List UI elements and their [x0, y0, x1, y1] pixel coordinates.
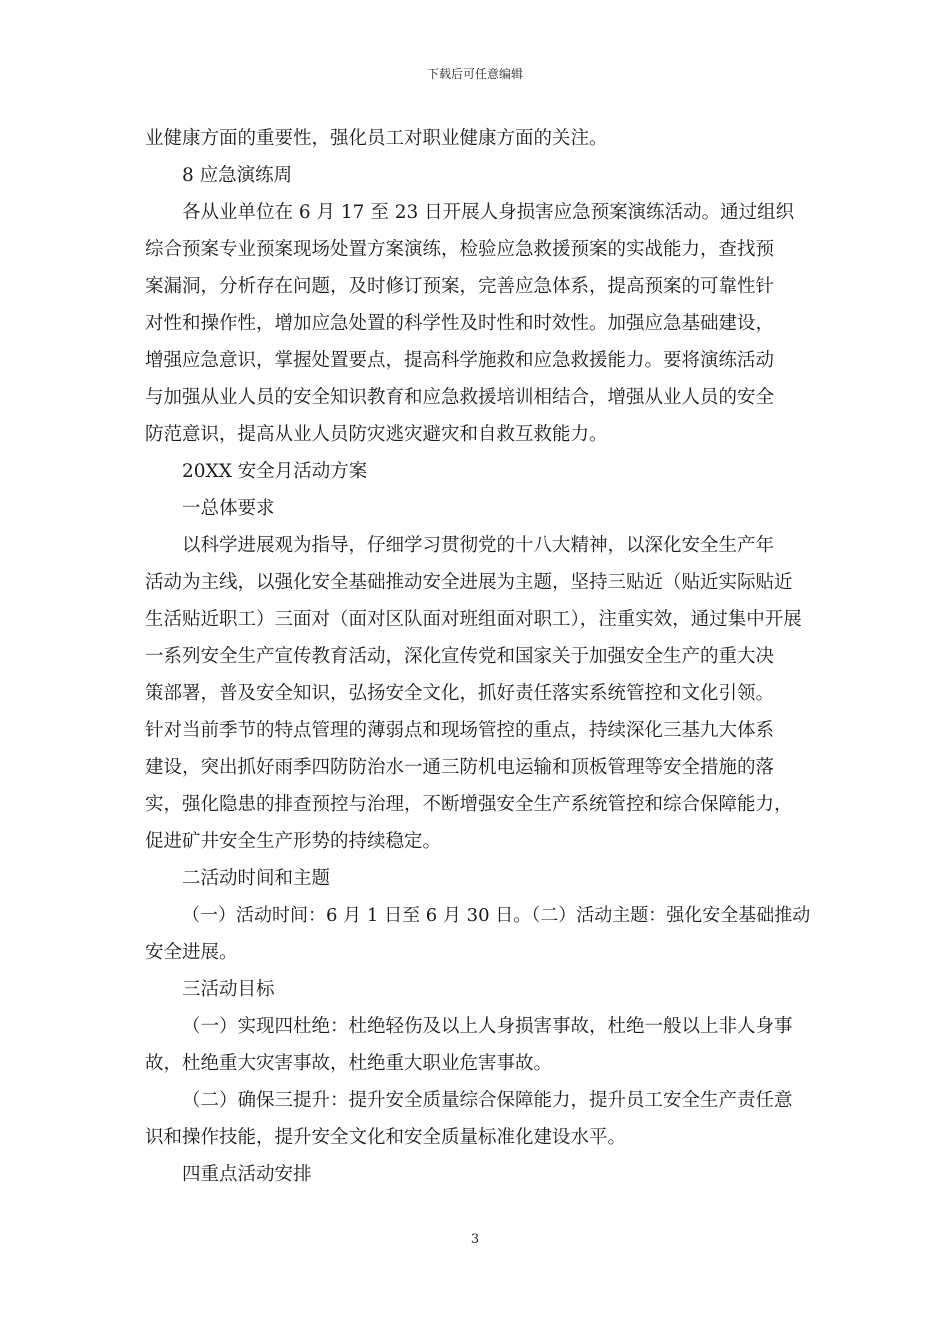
text-line: 针对当前季节的特点管理的薄弱点和现场管控的重点，持续深化三基九大体系 — [145, 720, 775, 741]
text-line: 促进矿井安全生产形势的持续稳定。 — [145, 831, 442, 852]
text-line: 对性和操作性，增加应急处置的科学性及时性和时效性。加强应急基础建设， — [145, 313, 775, 334]
text-line: 综合预案专业预案现场处置方案演练，检验应急救援预案的实战能力，查找预 — [145, 239, 775, 260]
text-line: 活动为主线，以强化安全基础推动安全进展为主题，坚持三贴近（贴近实际贴近 — [145, 572, 793, 593]
text-line: 一系列安全生产宣传教育活动，深化宣传党和国家关于加强安全生产的重大决 — [145, 646, 775, 667]
text-line: 各从业单位在 6 月 17 至 23 日开展人身损害应急预案演练活动。通过组织 — [182, 202, 795, 223]
text-line: 识和操作技能，提升安全文化和安全质量标准化建设水平。 — [145, 1127, 627, 1148]
text-line: 三活动目标 — [182, 979, 275, 1000]
text-line: 与加强从业人员的安全知识教育和应急救援培训相结合，增强从业人员的安全 — [145, 387, 775, 408]
document-body — [145, 120, 817, 1193]
text-line: 一总体要求 — [182, 498, 275, 519]
text-line: 8 应急演练周 — [182, 165, 293, 186]
text-line: 建设，突出抓好雨季四防防治水一通三防机电运输和顶板管理等安全措施的落 — [145, 757, 775, 778]
text-line: 20XX 安全月活动方案 — [182, 461, 368, 482]
text-line: 四重点活动安排 — [182, 1164, 312, 1185]
text-line: 业健康方面的重要性，强化员工对职业健康方面的关注。 — [145, 128, 608, 149]
text-line: 防范意识，提高从业人员防灾逃灾避灾和自救互救能力。 — [145, 424, 608, 445]
text-line: 策部署，普及安全知识，弘扬安全文化，抓好责任落实系统管控和文化引领。 — [145, 683, 775, 704]
text-line: 实，强化隐患的排查预控与治理，不断增强安全生产系统管控和综合保障能力， — [145, 794, 793, 815]
text-line: 增强应急意识，掌握处置要点，提高科学施救和应急救援能力。要将演练活动 — [145, 350, 775, 371]
page-header: 下载后可任意编辑 — [426, 67, 523, 81]
text-line: 故，杜绝重大灾害事故，杜绝重大职业危害事故。 — [145, 1053, 553, 1074]
text-line: 案漏洞，分析存在问题，及时修订预案，完善应急体系，提高预案的可靠性针 — [145, 276, 775, 297]
text-line: 以科学进展观为指导，仔细学习贯彻党的十八大精神，以深化安全生产年 — [182, 535, 775, 556]
text-line: （一）活动时间：6 月 1 日至 6 月 30 日。（二）活动主题：强化安全基础推动 — [182, 905, 811, 926]
text-line: 生活贴近职工）三面对（面对区队面对班组面对职工），注重实效，通过集中开展 — [145, 609, 802, 630]
text-line: 安全进展。 — [145, 942, 238, 963]
text-line: （二）确保三提升：提升安全质量综合保障能力，提升员工安全生产责任意 — [182, 1090, 793, 1111]
text-line: （一）实现四杜绝：杜绝轻伤及以上人身损害事故，杜绝一般以上非人身事 — [182, 1016, 793, 1037]
text-line: 二活动时间和主题 — [182, 868, 331, 889]
page-number: 3 — [470, 1232, 480, 1247]
